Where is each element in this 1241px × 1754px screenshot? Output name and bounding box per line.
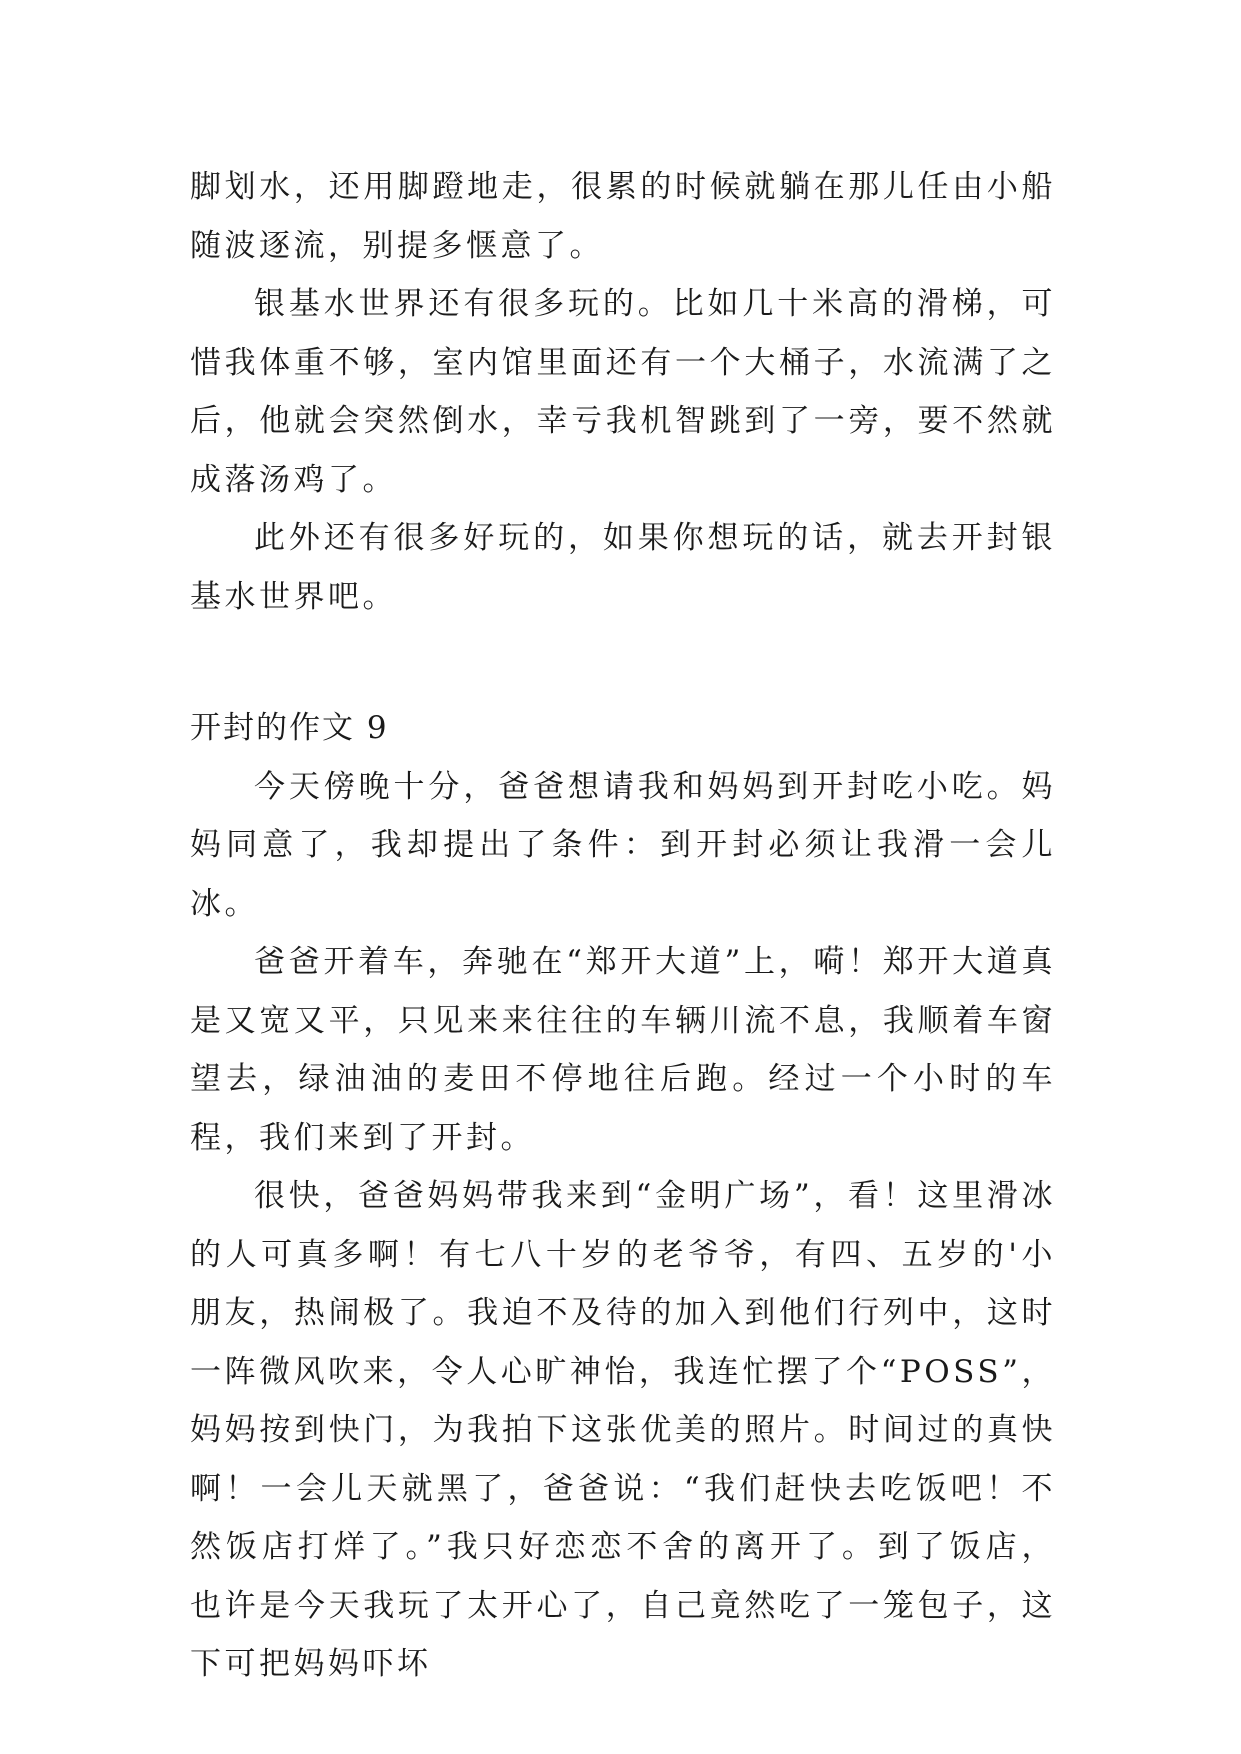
section-title: 开封的作文 9 (190, 710, 389, 746)
paragraph-conclusion: 此外还有很多好玩的，如果你想玩的话，就去开封银基水世界吧。 (190, 520, 1056, 615)
paragraph-water-world: 银基水世界还有很多玩的。比如几十米高的滑梯，可惜我体重不够，室内馆里面还有一个大桶子，水流满了之后，他就会突然倒水，幸亏我机智跳到了一旁，要不然就成落汤鸡了。 (190, 286, 1056, 498)
paragraph-drive: 爸爸开着车，奔驰在“郑开大道”上，嗬！郑开大道真是又宽又平，只见来来往往的车辆川流不息，我顺着车窗望去，绿油油的麦田不停地往后跑。经过一个小时的车程，我们来到了开封。 (190, 944, 1056, 1156)
paragraph-intro: 今天傍晚十分，爸爸想请我和妈妈到开封吃小吃。妈妈同意了，我却提出了条件：到开封必须让我滑一会儿冰。 (190, 768, 1056, 922)
paragraph-skating: 很快，爸爸妈妈带我来到“金明广场”，看！这里滑冰的人可真多啊！有七八十岁的老爷爷，有四、五岁的'小朋友，热闹极了。我迫不及待的加入到他们行列中，这时一阵微风吹来，令人心旷神怡，我连忙摆了个“POSS”，妈妈按到快门，为我拍下这张优美的照片。时间过的真快啊！一会儿天就黑了，爸爸说：“我们赶快去吃饭吧！不然饭店打烊了。”我只好恋恋不舍的离开了。到了饭店，也许是今天我玩了太开心了，自己竟然吃了一笼包子，这下可把妈妈吓坏 (190, 1178, 1056, 1682)
document-body (190, 158, 1056, 1694)
paragraph-continued: 脚划水，还用脚蹬地走，很累的时候就躺在那儿任由小船随波逐流，别提多惬意了。 (190, 169, 1056, 264)
